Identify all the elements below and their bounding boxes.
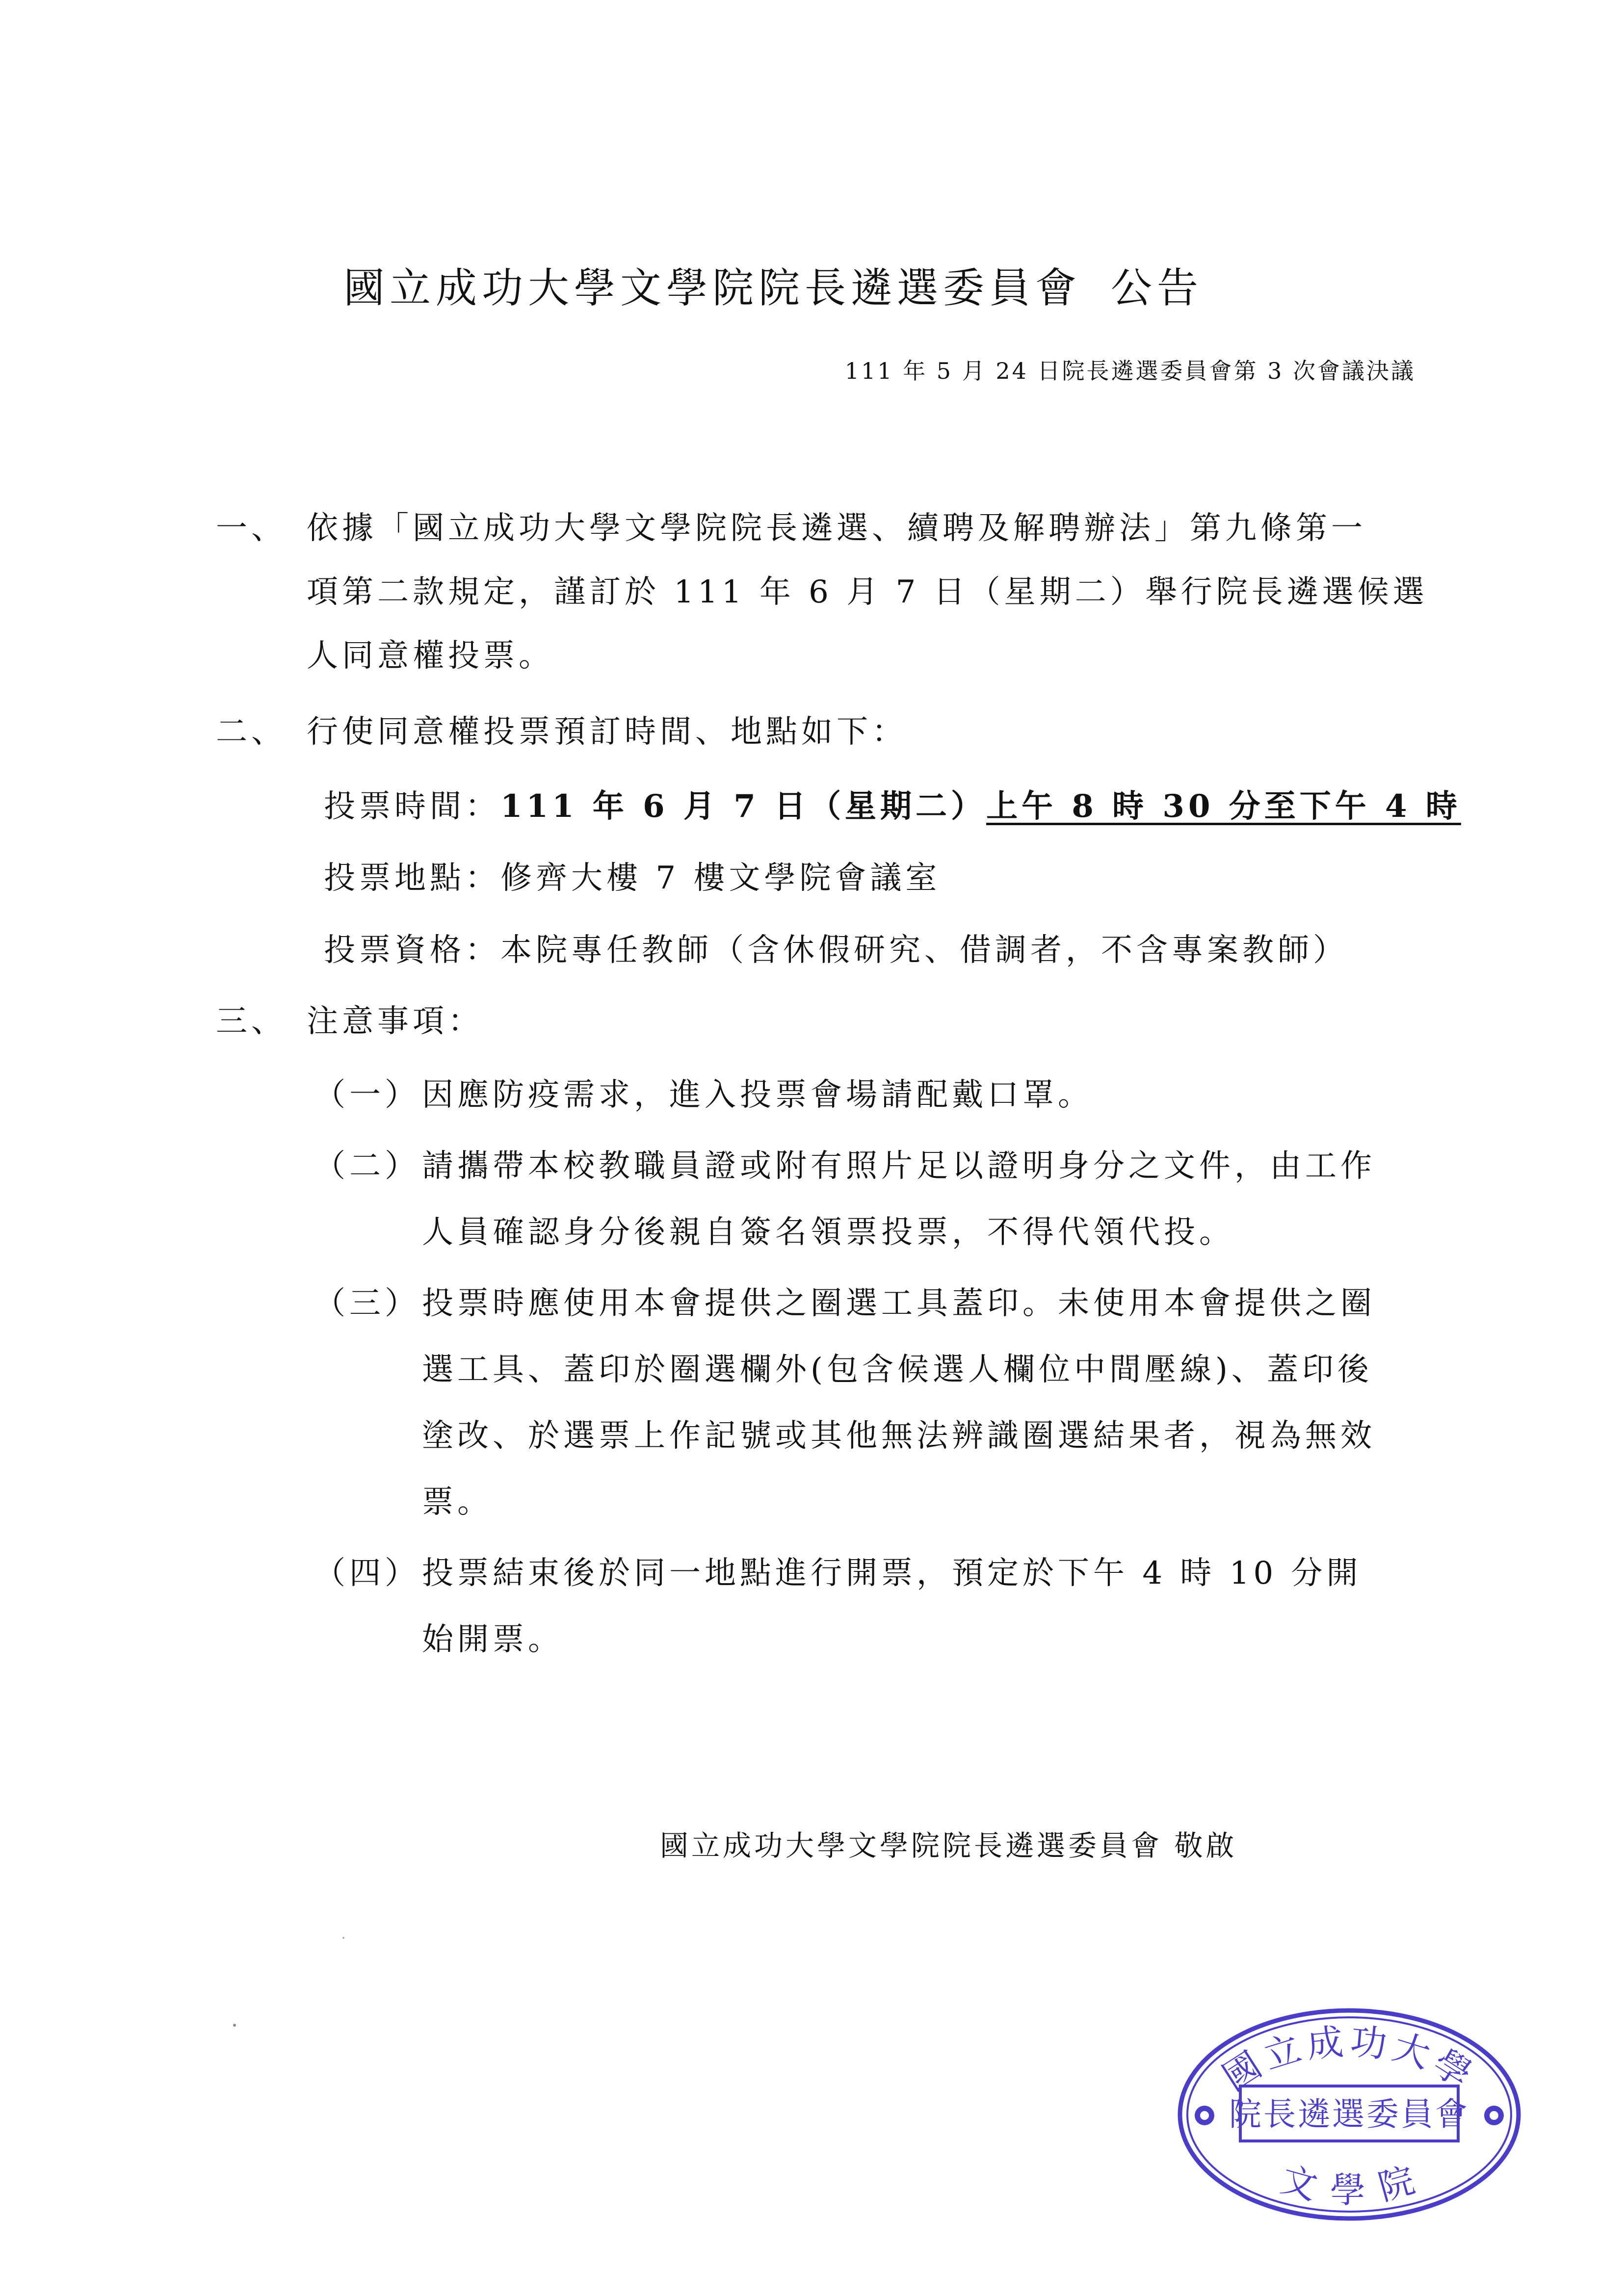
section-2-line-1: 行使同意權投票預訂時間、地點如下： xyxy=(307,714,907,750)
section-1-line-2: 項第二款規定，謹訂於 111 年 6 月 7 日（星期二）舉行院長遴選候選 xyxy=(307,574,1428,610)
section-3-marker: 三、 xyxy=(216,1003,287,1040)
voting-time-date: 111 年 6 月 7 日（星期二） xyxy=(500,788,987,825)
seal-inner-text: 院長遴選委員會 xyxy=(1229,2095,1469,2133)
voting-eligibility-line: 投票資格：本院專任教師（含休假研究、借調者，不含專案教師） xyxy=(324,932,1348,968)
seal-top-text: 國立成功大學 xyxy=(1215,2020,1483,2099)
notice-item-2-line-2: 人員確認身分後親自簽名領票投票，不得代領代投。 xyxy=(422,1214,1234,1251)
notice-item-3-line-4: 票。 xyxy=(422,1484,493,1520)
resolution-note: 111 年 5 月 24 日院長遴選委員會第 3 次會議決議 xyxy=(844,358,1415,384)
notice-item-3-marker: （三） xyxy=(314,1285,420,1322)
notice-item-4-line-2: 始開票。 xyxy=(422,1621,563,1658)
notice-item-2-marker: （二） xyxy=(314,1148,420,1184)
voting-time-label: 投票時間： xyxy=(324,788,500,825)
section-3-line-1: 注意事項： xyxy=(307,1003,483,1040)
section-1-line-1: 依據「國立成功大學文學院院長遴選、續聘及解聘辦法」第九條第一 xyxy=(307,510,1366,547)
notice-item-4-marker: （四） xyxy=(314,1555,420,1592)
notice-item-3-line-3: 塗改、於選票上作記號或其他無法辨識圈選結果者，視為無效 xyxy=(422,1418,1376,1454)
section-2-marker: 二、 xyxy=(216,714,287,750)
voting-time-range: 上午 8 時 30 分至下午 4 時 xyxy=(986,788,1461,825)
notice-item-1-line-1: 因應防疫需求，進入投票會場請配戴口罩。 xyxy=(422,1077,1093,1113)
seal-bottom-text: 文 學 院 xyxy=(1277,2158,1422,2211)
section-1-line-3: 人同意權投票。 xyxy=(307,638,554,674)
title-announcement: 公告 xyxy=(1111,264,1204,312)
notice-item-1-marker: （一） xyxy=(314,1077,420,1113)
voting-place-line: 投票地點：修齊大樓 7 樓文學院會議室 xyxy=(324,860,941,896)
section-1-marker: 一、 xyxy=(216,510,287,547)
notice-item-4-line-1: 投票結束後於同一地點進行開票，預定於下午 4 時 10 分開 xyxy=(422,1555,1362,1592)
signoff: 國立成功大學文學院院長遴選委員會 敬啟 xyxy=(660,1829,1237,1862)
notice-item-3-line-2: 選工具、蓋印於圈選欄外(包含候選人欄位中間壓線)、蓋印後 xyxy=(422,1352,1373,1388)
notice-item-3-line-1: 投票時應使用本會提供之圈選工具蓋印。未使用本會提供之圈 xyxy=(422,1285,1376,1322)
title-committee: 國立成功大學文學院院長遴選委員會 xyxy=(343,264,1082,312)
notice-item-2-line-1: 請攜帶本校教職員證或附有照片足以證明身分之文件，由工作 xyxy=(422,1148,1376,1184)
